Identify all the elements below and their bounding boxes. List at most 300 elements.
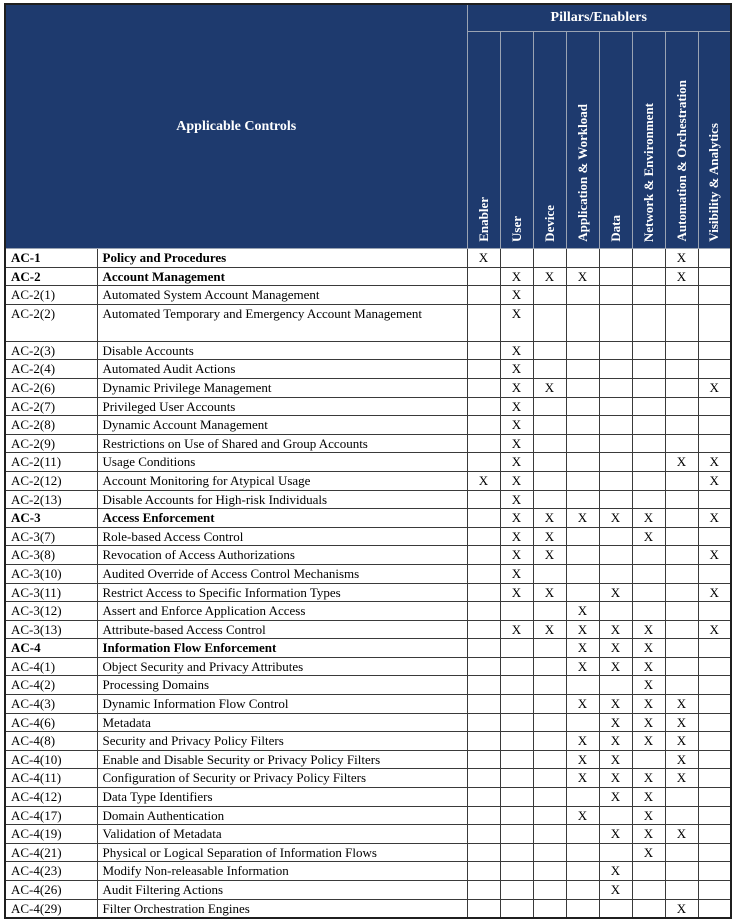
pillar-mark — [665, 397, 698, 416]
pillar-mark — [533, 750, 566, 769]
pillar-mark — [599, 286, 632, 305]
table-row — [5, 416, 731, 435]
pillar-mark: X — [500, 341, 533, 360]
pillar-mark: X — [599, 583, 632, 602]
applicable-controls-header: Applicable Controls — [5, 4, 467, 249]
control-name: Metadata — [97, 713, 467, 732]
pillar-mark — [533, 676, 566, 695]
pillar-mark — [566, 546, 599, 565]
pillar-mark — [533, 602, 566, 621]
pillar-mark — [599, 304, 632, 341]
pillar-mark — [533, 490, 566, 509]
pillar-header-label: Visibility & Analytics — [706, 123, 722, 242]
pillar-mark — [500, 602, 533, 621]
pillar-mark: X — [632, 806, 665, 825]
pillar-mark: X — [599, 881, 632, 900]
control-name: Privileged User Accounts — [97, 397, 467, 416]
pillar-mark — [467, 695, 500, 714]
pillar-mark — [467, 360, 500, 379]
pillar-mark — [665, 546, 698, 565]
pillar-mark: X — [566, 620, 599, 639]
control-id: AC-3(7) — [5, 527, 97, 546]
pillar-mark: X — [632, 639, 665, 658]
pillar-header-application-workload — [566, 32, 599, 249]
pillar-mark: X — [698, 471, 731, 490]
pillar-mark — [698, 695, 731, 714]
pillar-mark — [599, 378, 632, 397]
pillar-mark — [599, 676, 632, 695]
control-id: AC-4(19) — [5, 825, 97, 844]
pillar-mark — [632, 583, 665, 602]
control-id: AC-2(7) — [5, 397, 97, 416]
pillar-mark — [467, 788, 500, 807]
control-name: Automated Audit Actions — [97, 360, 467, 379]
pillar-mark — [698, 806, 731, 825]
control-name: Access Enforcement — [97, 509, 467, 528]
pillar-mark — [698, 862, 731, 881]
pillar-mark — [467, 341, 500, 360]
pillar-mark — [467, 769, 500, 788]
pillar-mark: X — [599, 788, 632, 807]
control-id: AC-1 — [5, 249, 97, 268]
control-name: Policy and Procedures — [97, 249, 467, 268]
control-name: Assert and Enforce Application Access — [97, 602, 467, 621]
pillar-mark — [632, 862, 665, 881]
pillar-mark — [599, 453, 632, 472]
pillar-mark — [467, 676, 500, 695]
control-name: Attribute-based Access Control — [97, 620, 467, 639]
control-id: AC-3(10) — [5, 564, 97, 583]
pillar-mark: X — [632, 843, 665, 862]
pillar-mark: X — [566, 602, 599, 621]
table-row — [5, 732, 731, 751]
control-id: AC-2(13) — [5, 490, 97, 509]
control-name: Information Flow Enforcement — [97, 639, 467, 658]
control-id: AC-2(9) — [5, 434, 97, 453]
pillar-header-data — [599, 32, 632, 249]
pillar-mark — [566, 416, 599, 435]
pillar-mark — [632, 564, 665, 583]
table-row — [5, 304, 731, 341]
pillar-mark — [467, 434, 500, 453]
control-id: AC-2 — [5, 267, 97, 286]
pillar-mark — [566, 453, 599, 472]
control-name: Dynamic Information Flow Control — [97, 695, 467, 714]
pillar-mark — [665, 881, 698, 900]
pillar-mark — [599, 397, 632, 416]
control-name: Role-based Access Control — [97, 527, 467, 546]
control-name: Domain Authentication — [97, 806, 467, 825]
control-id: AC-2(11) — [5, 453, 97, 472]
pillar-mark — [698, 843, 731, 862]
control-id: AC-4(23) — [5, 862, 97, 881]
pillar-mark — [632, 434, 665, 453]
table-row — [5, 657, 731, 676]
table-row — [5, 620, 731, 639]
pillar-mark: X — [500, 453, 533, 472]
pillar-header-label: Application & Workload — [574, 104, 590, 242]
control-id: AC-4(26) — [5, 881, 97, 900]
pillar-mark — [533, 453, 566, 472]
pillar-mark — [566, 583, 599, 602]
pillar-mark — [665, 527, 698, 546]
pillar-mark — [566, 304, 599, 341]
control-id: AC-2(12) — [5, 471, 97, 490]
control-name: Restrictions on Use of Shared and Group Accounts — [97, 434, 467, 453]
control-name: Processing Domains — [97, 676, 467, 695]
table-row — [5, 602, 731, 621]
pillar-mark — [533, 657, 566, 676]
pillar-mark — [698, 304, 731, 341]
pillar-mark — [533, 564, 566, 583]
pillar-mark — [467, 378, 500, 397]
pillar-mark — [500, 769, 533, 788]
table-row — [5, 471, 731, 490]
pillar-mark — [632, 602, 665, 621]
pillar-mark — [665, 639, 698, 658]
pillar-mark — [632, 249, 665, 268]
pillar-mark: X — [665, 732, 698, 751]
pillar-mark — [566, 527, 599, 546]
pillar-header-label: Network & Environment — [640, 102, 656, 242]
pillar-mark — [467, 806, 500, 825]
pillar-mark — [698, 713, 731, 732]
pillar-mark — [533, 788, 566, 807]
pillar-mark — [467, 397, 500, 416]
pillar-mark — [632, 304, 665, 341]
control-id: AC-4(17) — [5, 806, 97, 825]
pillar-mark: X — [566, 267, 599, 286]
pillar-mark: X — [500, 546, 533, 565]
pillar-mark — [632, 881, 665, 900]
pillar-mark: X — [698, 620, 731, 639]
pillar-mark — [467, 564, 500, 583]
pillar-mark — [698, 286, 731, 305]
pillar-mark — [665, 602, 698, 621]
pillar-mark — [467, 509, 500, 528]
pillar-mark: X — [599, 750, 632, 769]
pillar-mark: X — [533, 378, 566, 397]
pillar-mark — [500, 639, 533, 658]
pillar-mark: X — [500, 397, 533, 416]
pillar-mark — [566, 843, 599, 862]
pillar-mark: X — [632, 732, 665, 751]
pillar-mark — [665, 360, 698, 379]
control-id: AC-2(2) — [5, 304, 97, 341]
table-row — [5, 360, 731, 379]
pillar-mark — [632, 360, 665, 379]
pillar-mark — [599, 899, 632, 918]
pillar-mark — [665, 862, 698, 881]
table-row — [5, 249, 731, 268]
table-row — [5, 825, 731, 844]
pillar-mark — [500, 750, 533, 769]
pillar-mark: X — [500, 378, 533, 397]
pillar-mark — [599, 602, 632, 621]
pillar-mark: X — [599, 509, 632, 528]
pillar-mark — [500, 249, 533, 268]
pillar-mark — [500, 695, 533, 714]
pillar-mark — [698, 267, 731, 286]
pillar-mark — [599, 249, 632, 268]
table-row — [5, 713, 731, 732]
pillar-mark — [698, 657, 731, 676]
pillar-mark — [698, 881, 731, 900]
pillar-mark — [533, 732, 566, 751]
pillar-mark — [533, 825, 566, 844]
pillar-mark — [566, 471, 599, 490]
pillar-mark — [566, 360, 599, 379]
control-id: AC-4 — [5, 639, 97, 658]
control-id: AC-4(11) — [5, 769, 97, 788]
pillar-mark: X — [698, 453, 731, 472]
pillar-mark — [698, 249, 731, 268]
pillar-mark: X — [500, 620, 533, 639]
pillar-mark — [467, 862, 500, 881]
pillar-mark: X — [533, 509, 566, 528]
control-id: AC-3(12) — [5, 602, 97, 621]
control-id: AC-4(6) — [5, 713, 97, 732]
pillar-mark — [467, 881, 500, 900]
pillar-mark — [467, 602, 500, 621]
pillar-mark — [467, 286, 500, 305]
pillar-mark — [632, 416, 665, 435]
pillar-mark — [566, 676, 599, 695]
pillar-mark — [698, 639, 731, 658]
pillar-mark: X — [665, 249, 698, 268]
pillar-header-label: User — [508, 216, 524, 242]
pillar-mark — [665, 788, 698, 807]
table-body — [5, 249, 731, 918]
table-row — [5, 639, 731, 658]
control-id: AC-4(12) — [5, 788, 97, 807]
pillar-mark — [467, 583, 500, 602]
pillar-header-label: Automation & Orchestration — [673, 80, 689, 242]
pillar-mark — [566, 825, 599, 844]
pillar-mark — [698, 490, 731, 509]
pillar-mark — [533, 249, 566, 268]
control-id: AC-4(8) — [5, 732, 97, 751]
pillar-mark — [599, 267, 632, 286]
pillar-mark — [665, 843, 698, 862]
control-name: Automated System Account Management — [97, 286, 467, 305]
control-id: AC-2(1) — [5, 286, 97, 305]
pillar-mark — [566, 713, 599, 732]
table-header — [5, 4, 731, 249]
pillar-mark — [533, 881, 566, 900]
pillar-mark: X — [500, 416, 533, 435]
control-name: Audited Override of Access Control Mechanisms — [97, 564, 467, 583]
pillar-mark — [533, 769, 566, 788]
control-name: Disable Accounts — [97, 341, 467, 360]
pillar-mark — [500, 806, 533, 825]
pillar-mark: X — [500, 471, 533, 490]
table-row — [5, 434, 731, 453]
pillars-enablers-header: Pillars/Enablers — [467, 4, 731, 32]
pillar-mark — [632, 397, 665, 416]
pillar-mark — [467, 713, 500, 732]
pillar-mark: X — [632, 788, 665, 807]
control-id: AC-2(4) — [5, 360, 97, 379]
pillar-mark — [698, 750, 731, 769]
control-name: Object Security and Privacy Attributes — [97, 657, 467, 676]
pillar-mark — [566, 286, 599, 305]
pillar-mark — [467, 453, 500, 472]
pillar-mark — [665, 806, 698, 825]
table-row — [5, 769, 731, 788]
pillar-mark: X — [566, 769, 599, 788]
pillar-mark — [698, 602, 731, 621]
control-name: Configuration of Security or Privacy Policy Filters — [97, 769, 467, 788]
table-row — [5, 806, 731, 825]
pillar-mark — [665, 378, 698, 397]
pillar-mark — [599, 416, 632, 435]
control-name: Validation of Metadata — [97, 825, 467, 844]
pillar-mark — [632, 286, 665, 305]
pillar-mark — [500, 881, 533, 900]
pillar-mark: X — [566, 695, 599, 714]
pillar-mark — [599, 546, 632, 565]
table-row — [5, 843, 731, 862]
pillar-mark: X — [500, 267, 533, 286]
pillar-mark: X — [599, 639, 632, 658]
pillar-mark — [566, 490, 599, 509]
pillar-mark — [599, 806, 632, 825]
pillar-header-label: Enabler — [475, 197, 491, 242]
pillar-mark — [698, 769, 731, 788]
pillar-mark: X — [533, 267, 566, 286]
table-row — [5, 899, 731, 918]
pillar-mark: X — [599, 769, 632, 788]
pillar-mark: X — [632, 527, 665, 546]
pillar-mark: X — [467, 249, 500, 268]
pillar-mark: X — [599, 713, 632, 732]
pillar-mark — [500, 899, 533, 918]
pillar-header-visibility-analytics — [698, 32, 731, 249]
pillar-mark — [566, 788, 599, 807]
pillar-mark — [500, 657, 533, 676]
pillar-mark: X — [632, 657, 665, 676]
pillar-mark — [467, 416, 500, 435]
pillar-mark — [599, 843, 632, 862]
controls-pillars-table — [4, 3, 732, 919]
pillar-mark — [665, 509, 698, 528]
pillar-mark: X — [533, 583, 566, 602]
pillar-mark — [665, 286, 698, 305]
pillar-mark — [533, 843, 566, 862]
control-name: Modify Non-releasable Information — [97, 862, 467, 881]
pillar-mark: X — [599, 862, 632, 881]
pillar-mark — [500, 732, 533, 751]
control-name: Dynamic Privilege Management — [97, 378, 467, 397]
control-name: Revocation of Access Authorizations — [97, 546, 467, 565]
pillar-mark: X — [566, 509, 599, 528]
pillar-mark — [698, 434, 731, 453]
pillar-mark: X — [632, 825, 665, 844]
pillar-mark: X — [599, 825, 632, 844]
pillar-mark — [533, 806, 566, 825]
pillar-mark — [665, 564, 698, 583]
pillar-header-enabler — [467, 32, 500, 249]
pillar-mark — [632, 899, 665, 918]
pillar-mark: X — [665, 899, 698, 918]
pillar-mark — [533, 416, 566, 435]
table-row — [5, 750, 731, 769]
pillar-mark — [533, 397, 566, 416]
table-row — [5, 490, 731, 509]
pillar-mark: X — [665, 453, 698, 472]
pillar-mark — [599, 471, 632, 490]
pillar-mark: X — [632, 676, 665, 695]
pillar-mark — [665, 657, 698, 676]
pillar-mark: X — [500, 490, 533, 509]
control-id: AC-3(11) — [5, 583, 97, 602]
pillar-mark — [698, 788, 731, 807]
pillar-mark: X — [632, 713, 665, 732]
pillar-mark: X — [533, 527, 566, 546]
control-name: Enable and Disable Security or Privacy Policy Filters — [97, 750, 467, 769]
pillar-mark: X — [566, 732, 599, 751]
pillar-mark — [533, 304, 566, 341]
pillar-mark — [632, 378, 665, 397]
pillar-mark — [467, 825, 500, 844]
pillar-mark — [698, 341, 731, 360]
pillar-header-device — [533, 32, 566, 249]
control-id: AC-4(10) — [5, 750, 97, 769]
pillar-mark — [698, 397, 731, 416]
pillar-mark — [599, 341, 632, 360]
pillar-mark — [533, 341, 566, 360]
control-name: Disable Accounts for High-risk Individuals — [97, 490, 467, 509]
pillar-mark: X — [665, 267, 698, 286]
pillar-mark — [533, 899, 566, 918]
pillar-mark: X — [599, 732, 632, 751]
pillar-mark: X — [698, 378, 731, 397]
pillar-mark: X — [500, 527, 533, 546]
pillar-mark: X — [665, 825, 698, 844]
pillar-mark — [632, 750, 665, 769]
control-id: AC-3(13) — [5, 620, 97, 639]
pillar-mark: X — [665, 695, 698, 714]
pillar-mark — [467, 657, 500, 676]
pillar-mark — [599, 564, 632, 583]
pillar-mark — [533, 360, 566, 379]
pillar-mark: X — [665, 769, 698, 788]
pillar-mark — [467, 899, 500, 918]
table-row — [5, 862, 731, 881]
pillar-mark — [632, 471, 665, 490]
pillar-mark — [467, 267, 500, 286]
pillar-mark — [632, 267, 665, 286]
pillar-header-network-environment — [632, 32, 665, 249]
pillar-mark — [698, 899, 731, 918]
control-name: Filter Orchestration Engines — [97, 899, 467, 918]
pillar-mark — [599, 490, 632, 509]
pillar-mark: X — [500, 304, 533, 341]
pillar-mark: X — [500, 286, 533, 305]
pillar-mark — [665, 434, 698, 453]
control-name: Security and Privacy Policy Filters — [97, 732, 467, 751]
pillar-mark — [533, 713, 566, 732]
pillar-mark — [632, 341, 665, 360]
table-row — [5, 527, 731, 546]
pillar-mark — [566, 434, 599, 453]
pillar-mark — [566, 397, 599, 416]
pillar-mark — [599, 434, 632, 453]
control-name: Data Type Identifiers — [97, 788, 467, 807]
table-row — [5, 676, 731, 695]
control-name: Account Management — [97, 267, 467, 286]
